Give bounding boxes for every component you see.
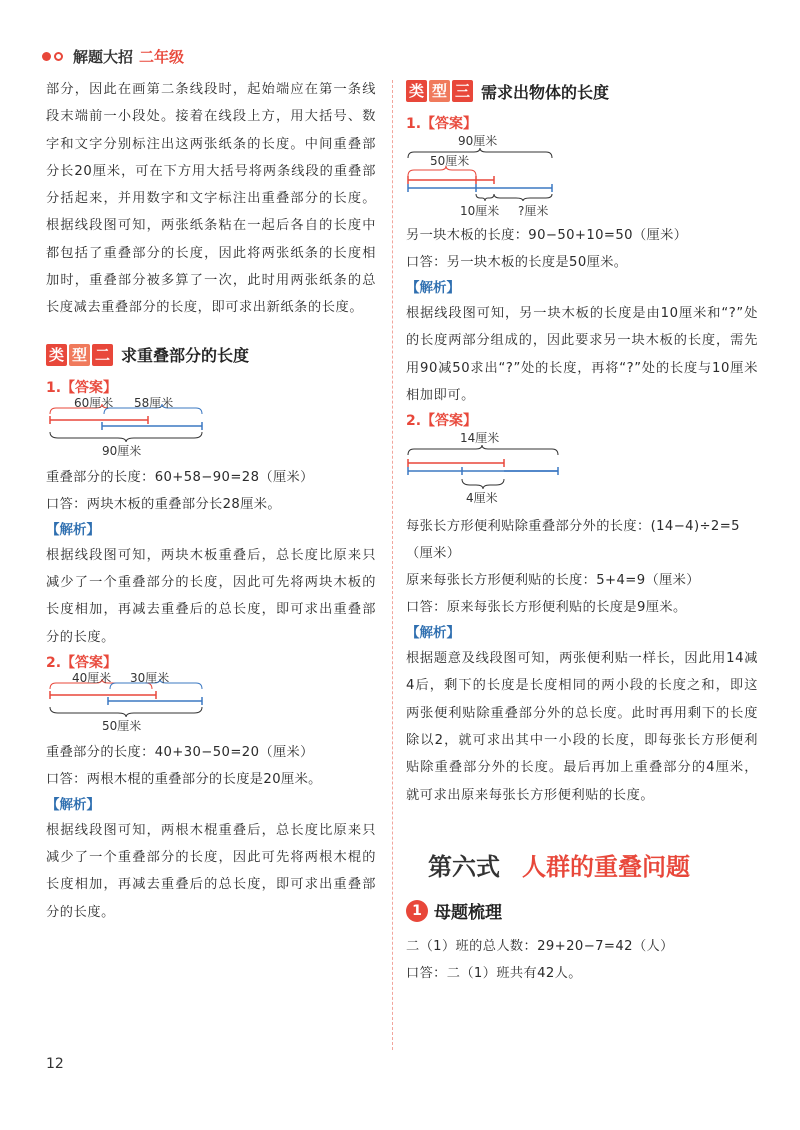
section-label: 第六式 <box>428 853 500 882</box>
segment-diagram-left-q2 <box>46 670 376 739</box>
type-two-heading <box>46 340 376 370</box>
type-three-tag <box>406 80 475 102</box>
mother-problem-heading <box>406 895 758 927</box>
label-a: 40厘米 <box>72 670 112 685</box>
final-line1: 二（1）班的总人数：29+20−7=42（人） <box>406 938 674 954</box>
final-line2: 口答：二（1）班共有42人。 <box>406 965 582 981</box>
label-q: ?厘米 <box>518 204 549 218</box>
label-total: 90厘米 <box>102 443 142 458</box>
tag-char: 三 <box>452 80 473 102</box>
right-column <box>406 76 758 987</box>
tag-char: 类 <box>46 344 67 366</box>
tag-char: 二 <box>92 344 113 366</box>
label-b: 30厘米 <box>130 670 170 685</box>
r-q1-answer-heading: 1.【答案】 <box>406 116 478 132</box>
section-title: 人群的重叠问题 <box>522 853 690 882</box>
book-title: 解题大招 <box>73 47 134 66</box>
tag-char: 类 <box>406 80 427 102</box>
r-q2-line1: 每张长方形便利贴除重叠部分外的长度：(14−4)÷2=5（厘米） <box>406 519 740 562</box>
r-q1-analysis-text: 根据线段图可知，另一块木板的长度是由10厘米和“?”处的长度两部分组成的，因此要求另一块木板的长度，需先用90减50求出“?”处的长度，再将“?”处的长度与10厘米相加即可。 <box>406 306 758 403</box>
r-q2-answer-heading: 2.【答案】 <box>406 413 478 430</box>
r-q2-analysis-text: 根据题意及线段图可知，两张便利贴一样长，因此用14减4后，剩下的长度是长度相同的两小段的长度之和，即这两张便利贴除重叠部分外的总长度。此时再用剩下的长度除以2，就可求出其中一小段的长度，即每张长方形便利贴除重叠部分外的长度。最后再加上重叠部分的4厘米，就可求出原来每张长方形便利贴的长度。 <box>406 651 758 803</box>
tag-char: 型 <box>69 344 90 366</box>
label-b: 58厘米 <box>134 395 174 410</box>
q2-line1: 重叠部分的长度：40+30−50=20（厘米） <box>46 744 314 760</box>
type-two-tag <box>46 344 115 366</box>
segment-diagram-right-q1 <box>406 136 758 222</box>
mother-problem-title: 母题梳理 <box>434 903 502 924</box>
tag-char: 型 <box>429 80 450 102</box>
type-two-title: 求重叠部分的长度 <box>121 346 250 366</box>
q1-line2: 口答：两块木板的重叠部分长28厘米。 <box>46 496 281 512</box>
q1-line1: 重叠部分的长度：60+58−90=28（厘米） <box>46 469 314 485</box>
label-total: 14厘米 <box>460 431 500 446</box>
r-q2-line2: 原来每张长方形便利贴的长度：5+4=9（厘米） <box>406 573 700 589</box>
r-q1-line1: 另一块木板的长度：90−50+10=50（厘米） <box>406 228 688 243</box>
header-dot-icon <box>42 52 51 61</box>
intro-paragraph: 部分，因此在画第二条线段时，起始端应在第一条线段末端前一小段处。接着在线段上方，用大括号、数字和文字分别标注出这两张纸条的长度。中间重叠部分长20厘米，可在下方用大括号将两条线段的重叠部分括起来，并用数字和文字标注出重叠部分的长度。根据线段图可知，两张纸条粘在一起后各自的长度中都包括了重叠部分的长度，因此将两张纸条的长度相加时，重叠部分被多算了一次，此时用两张纸条的总长度减去重叠部分的长度，即可求出新纸条的长度。 <box>46 82 376 316</box>
label-total: 90厘米 <box>458 134 498 148</box>
left-column <box>46 76 376 926</box>
r-q2-line3: 口答：原来每张长方形便利贴的长度是9厘米。 <box>406 600 687 616</box>
r-q1-analysis-label: 【解析】 <box>406 280 460 296</box>
segment-diagram-left-q1 <box>46 395 376 464</box>
label-overlap: 4厘米 <box>466 491 498 506</box>
label-total: 50厘米 <box>102 718 142 733</box>
r-q1-line2: 口答：另一块木板的长度是50厘米。 <box>406 255 628 270</box>
q2-analysis-label: 【解析】 <box>46 796 100 813</box>
section-sixth-heading <box>428 845 758 885</box>
q1-analysis-text: 根据线段图可知，两块木板重叠后，总长度比原来只减少了一个重叠部分的长度，因此可先将两块木板的长度相加，再减去重叠后的总长度，即可求出重叠部分的长度。 <box>46 547 376 645</box>
column-divider <box>392 80 393 1050</box>
type-three-title: 需求出物体的长度 <box>481 82 610 102</box>
label-a: 50厘米 <box>430 154 470 168</box>
type-three-heading <box>406 76 758 106</box>
q1-analysis-label: 【解析】 <box>46 521 100 538</box>
number-badge: 1 <box>406 900 428 922</box>
grade-label: 二年级 <box>139 47 185 66</box>
q2-line2: 口答：两根木棍的重叠部分的长度是20厘米。 <box>46 771 322 787</box>
header-ring-icon <box>54 52 63 61</box>
q2-answer-heading: 2.【答案】 <box>46 654 118 671</box>
label-c: 10厘米 <box>460 204 500 218</box>
q1-answer-heading: 1.【答案】 <box>46 379 118 396</box>
segment-diagram-right-q2 <box>406 433 758 513</box>
q2-analysis-text: 根据线段图可知，两根木棍重叠后，总长度比原来只减少了一个重叠部分的长度，因此可先将两根木棍的长度相加，再减去重叠后的总长度，即可求出重叠部分的长度。 <box>46 822 376 920</box>
page-header <box>42 44 184 68</box>
page-number: 12 <box>46 1056 64 1072</box>
r-q2-analysis-label: 【解析】 <box>406 625 460 642</box>
label-a: 60厘米 <box>74 395 114 410</box>
